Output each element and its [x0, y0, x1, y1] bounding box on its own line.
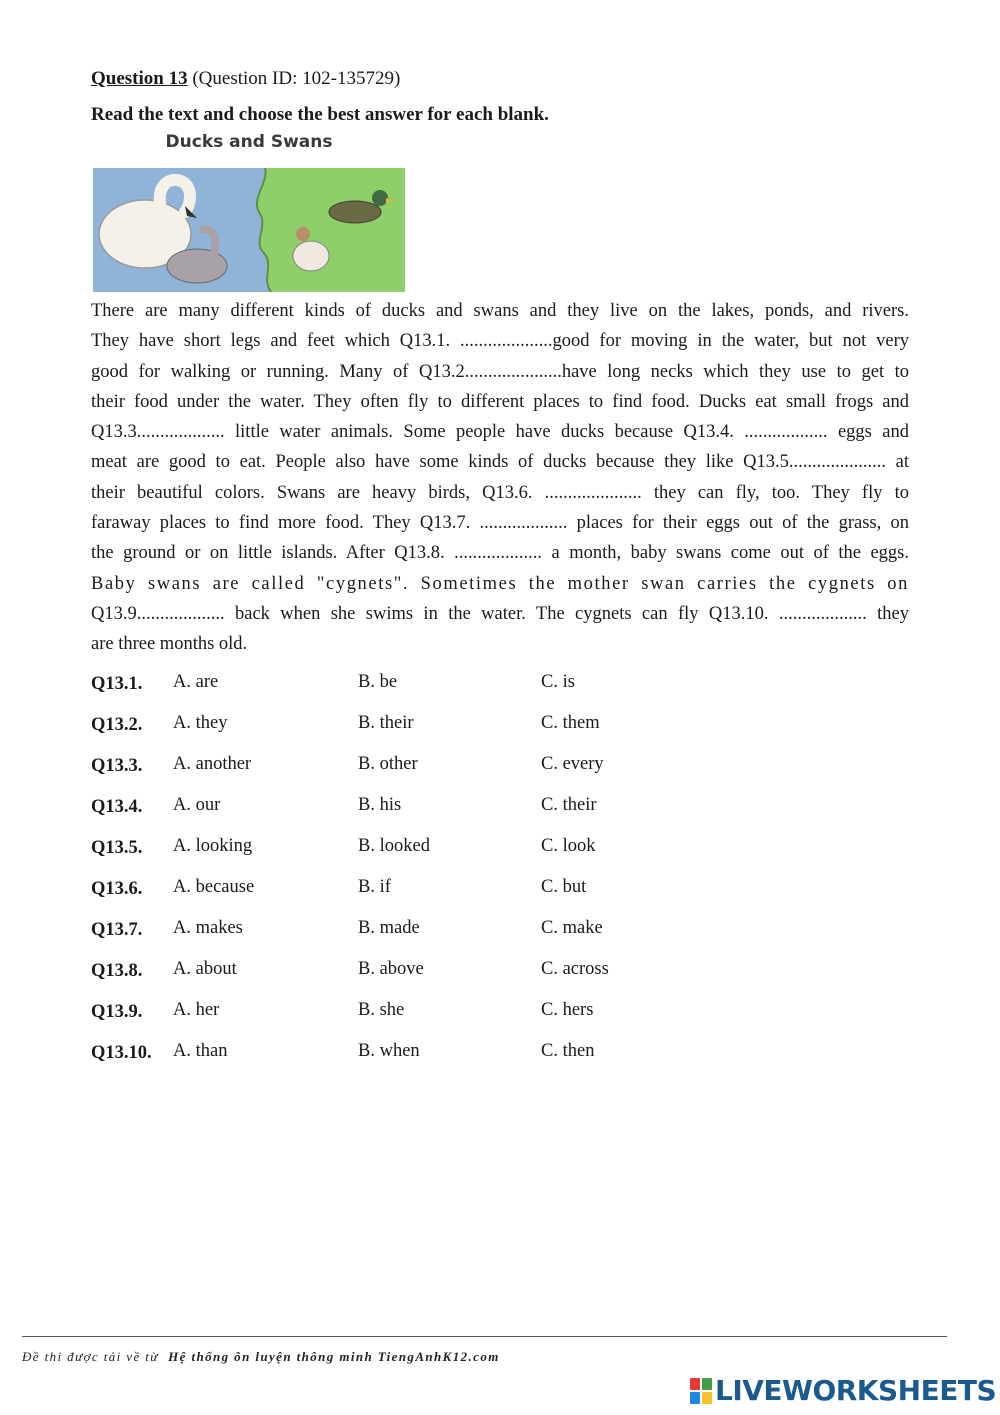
question-label: Q13.9.	[91, 1002, 143, 1022]
option-c[interactable]: C. them	[541, 713, 600, 733]
instruction: Read the text and choose the best answer for each blank.	[91, 104, 549, 125]
option-b[interactable]: B. looked	[358, 836, 430, 856]
question-label: Q13.4.	[91, 797, 143, 817]
answer-row-q13-3	[91, 754, 791, 795]
passage-line: their beautiful colors. Swans are heavy birds, Q13.6. ..................... they can fly, too. They fly to	[91, 482, 909, 503]
option-b[interactable]: B. made	[358, 918, 420, 938]
option-a[interactable]: A. are	[173, 672, 219, 692]
answer-row-q13-9	[91, 1000, 791, 1041]
answer-row-q13-5	[91, 836, 791, 877]
option-c[interactable]: C. but	[541, 877, 587, 897]
option-b[interactable]: B. she	[358, 1000, 405, 1020]
question-label: Q13.10.	[91, 1043, 152, 1063]
question-id: (Question ID: 102-135729)	[192, 68, 401, 89]
passage-line: They have short legs and feet which Q13.1. ....................good for moving in the water, but not very	[91, 331, 909, 352]
option-b[interactable]: B. be	[358, 672, 398, 692]
footer-source	[22, 1349, 500, 1365]
logo-grid-icon	[690, 1378, 712, 1404]
question-header	[91, 68, 400, 90]
question-label: Q13.3.	[91, 756, 143, 776]
question-label: Q13.8.	[91, 961, 143, 981]
passage-line: Q13.3................... little water animals. Some people have ducks because Q13.4. .................. eggs and	[91, 422, 909, 443]
logo-text: LIVEWORKSHEETS	[715, 1374, 997, 1407]
option-c[interactable]: C. look	[541, 836, 596, 856]
answer-row-q13-7	[91, 918, 791, 959]
option-a[interactable]: A. our	[173, 795, 221, 815]
option-b[interactable]: B. above	[358, 959, 424, 979]
option-c[interactable]: C. then	[541, 1041, 595, 1061]
option-b[interactable]: B. when	[358, 1041, 420, 1061]
option-c[interactable]: C. their	[541, 795, 597, 815]
question-label: Q13.6.	[91, 879, 143, 899]
option-c[interactable]: C. is	[541, 672, 575, 692]
passage-line: are three months old.	[91, 634, 248, 655]
option-a[interactable]: A. another	[173, 754, 252, 774]
answer-row-q13-2	[91, 713, 791, 754]
question-label: Q13.7.	[91, 920, 143, 940]
passage-line: Baby swans are called "cygnets". Sometimes the mother swan carries the cygnets on	[91, 573, 909, 594]
passage-line: faraway places to find more food. They Q13.7. ................... places for their eggs out of the grass, on	[91, 513, 909, 534]
footer-brand: Hệ thống ôn luyện thông minh TiengAnhK12.com	[168, 1349, 500, 1364]
passage-line: There are many different kinds of ducks and swans and they live on the lakes, ponds, and rivers.	[91, 301, 909, 321]
option-b[interactable]: B. other	[358, 754, 418, 774]
answer-row-q13-10	[91, 1041, 791, 1082]
passage-line: the ground or on little islands. After Q13.8. ................... a month, baby swans come out of the eggs.	[91, 543, 909, 564]
footer-divider	[22, 1336, 947, 1337]
option-a[interactable]: A. about	[173, 959, 237, 979]
answer-row-q13-6	[91, 877, 791, 918]
option-a[interactable]: A. than	[173, 1041, 228, 1061]
ducks-swans-illustration	[93, 128, 405, 294]
option-b[interactable]: B. if	[358, 877, 391, 897]
reading-passage	[91, 296, 909, 660]
question-label: Q13.2.	[91, 715, 143, 735]
option-b[interactable]: B. his	[358, 795, 402, 815]
footer-prefix: Đề thi được tải về từ	[22, 1349, 159, 1364]
duckling-body	[293, 241, 329, 271]
option-c[interactable]: C. hers	[541, 1000, 594, 1020]
passage-line: their food under the water. They often fly to different places to find food. Ducks eat small frogs and	[91, 391, 909, 412]
option-c[interactable]: C. every	[541, 754, 604, 774]
passage-line: good for walking or running. Many of Q13.2.....................have long necks which they use to get to	[91, 361, 909, 382]
answer-options	[91, 672, 791, 1082]
option-a[interactable]: A. her	[173, 1000, 220, 1020]
answer-row-q13-8	[91, 959, 791, 1000]
duck-body	[329, 201, 381, 223]
option-c[interactable]: C. make	[541, 918, 603, 938]
option-a[interactable]: A. they	[173, 713, 228, 733]
passage-line: Q13.9................... back when she swims in the water. The cygnets can fly Q13.10. ................... they	[91, 603, 909, 624]
answer-row-q13-1	[91, 672, 791, 713]
question-label: Q13.1.	[91, 674, 143, 694]
option-b[interactable]: B. their	[358, 713, 414, 733]
duck-head	[372, 190, 388, 206]
option-a[interactable]: A. makes	[173, 918, 243, 938]
illustration-title: Ducks and Swans	[165, 132, 333, 152]
option-a[interactable]: A. because	[173, 877, 255, 897]
duckling-head	[296, 227, 310, 241]
grass-bank	[257, 168, 405, 292]
question-number: Question 13	[91, 68, 188, 89]
option-c[interactable]: C. across	[541, 959, 609, 979]
passage-line: meat are good to eat. People also have some kinds of ducks because they like Q13.5..................... at	[91, 452, 909, 473]
option-a[interactable]: A. looking	[173, 836, 253, 856]
question-label: Q13.5.	[91, 838, 143, 858]
swans-and-ducks-image	[93, 168, 405, 292]
answer-row-q13-4	[91, 795, 791, 836]
